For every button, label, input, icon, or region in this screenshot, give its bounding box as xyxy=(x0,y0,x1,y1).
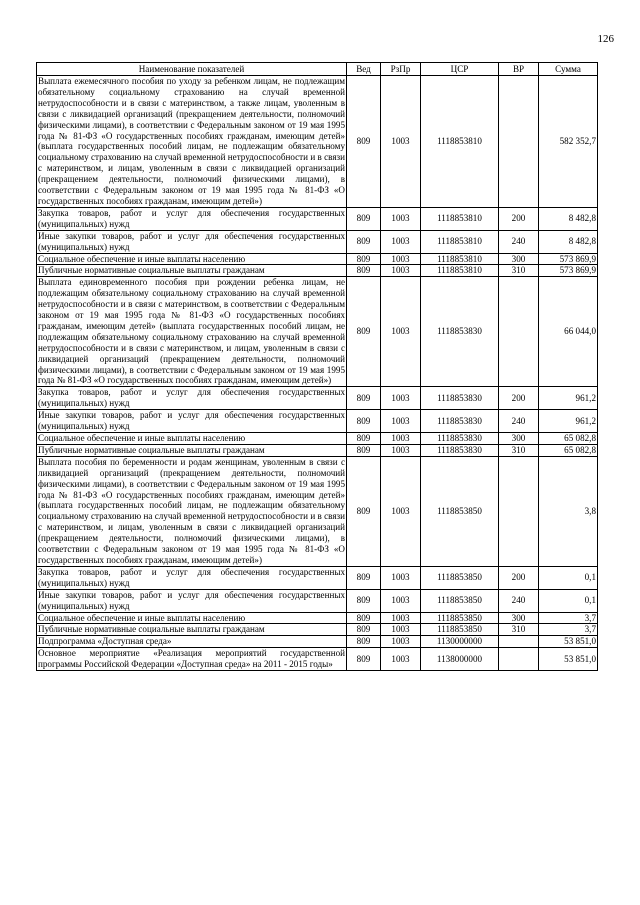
cell-vr: 310 xyxy=(499,265,539,277)
table-row xyxy=(37,265,598,277)
cell-csr: 1118853810 xyxy=(421,253,499,265)
table-row xyxy=(37,277,598,387)
table-row xyxy=(37,207,598,230)
table-row xyxy=(37,76,598,208)
cell-vr: 310 xyxy=(499,444,539,456)
cell-name: Социальное обеспечение и иные выплаты населению xyxy=(37,433,347,445)
cell-rzpr: 1003 xyxy=(381,76,421,208)
cell-vr: 240 xyxy=(499,589,539,612)
cell-rzpr: 1003 xyxy=(381,265,421,277)
column-header-csr: ЦСР xyxy=(421,63,499,76)
table-row xyxy=(37,624,598,636)
cell-csr: 1118853850 xyxy=(421,566,499,589)
cell-sum: 8 482,8 xyxy=(539,230,598,253)
cell-sum: 53 851,0 xyxy=(539,648,598,671)
cell-name: Выплата ежемесячного пособия по уходу за ребенком лицам, не подлежащим обязательному социальному страхованию на случай временной нетрудоспособности и в связи с материнством, а также лицам, уволенным в связи с ликвидацией организаций (прекращением деятельности, полномочий физическими лицами), в соответствии с Федеральным законом от 19 мая 1995 года № 81-ФЗ «О государственных пособиях гражданам, имеющим детей» (выплата государственных пособий лицам, не подлежащим обязательному социальному страхованию на случай временной нетрудоспособности и в связи с материнством, и лицам, уволенным в связи с ликвидацией организаций (прекращением деятельности, полномочий физическими лицами), в соответствии с Федеральным законом от 19 мая 1995 года № 81-ФЗ «О государственных пособиях гражданам, имеющим детей») xyxy=(38,76,345,206)
cell-csr: 1118853810 xyxy=(421,265,499,277)
table-row xyxy=(37,566,598,589)
cell-rzpr: 1003 xyxy=(381,636,421,648)
cell-sum: 961,2 xyxy=(539,410,598,433)
column-header-ved: Вед xyxy=(347,63,381,76)
cell-ved: 809 xyxy=(347,207,381,230)
cell-rzpr: 1003 xyxy=(381,624,421,636)
cell-csr: 1118853810 xyxy=(421,76,499,208)
cell-ved: 809 xyxy=(347,433,381,445)
cell-name: Публичные нормативные социальные выплаты гражданам xyxy=(37,265,347,277)
cell-vr xyxy=(499,456,539,566)
table-row xyxy=(37,456,598,566)
cell-rzpr: 1003 xyxy=(381,589,421,612)
table-row xyxy=(37,444,598,456)
cell-vr: 200 xyxy=(499,566,539,589)
cell-rzpr: 1003 xyxy=(381,566,421,589)
cell-vr: 300 xyxy=(499,253,539,265)
cell-vr: 240 xyxy=(499,410,539,433)
cell-sum: 961,2 xyxy=(539,387,598,410)
cell-ved: 809 xyxy=(347,456,381,566)
cell-name: Закупка товаров, работ и услуг для обеспечения государственных (муниципальных) нужд xyxy=(38,387,345,409)
cell-ved: 809 xyxy=(347,253,381,265)
cell-vr: 300 xyxy=(499,433,539,445)
cell-csr: 1118853830 xyxy=(421,433,499,445)
cell-csr: 1118853850 xyxy=(421,589,499,612)
cell-name: Иные закупки товаров, работ и услуг для обеспечения государственных (муниципальных) нужд xyxy=(38,589,345,611)
cell-sum: 573 869,9 xyxy=(539,253,598,265)
cell-name: Публичные нормативные социальные выплаты гражданам xyxy=(37,444,347,456)
cell-rzpr: 1003 xyxy=(381,387,421,410)
cell-sum: 65 082,8 xyxy=(539,433,598,445)
cell-csr: 1118853850 xyxy=(421,456,499,566)
cell-name: Иные закупки товаров, работ и услуг для обеспечения государственных (муниципальных) нужд xyxy=(38,230,345,252)
budget-table xyxy=(36,62,598,671)
cell-name: Основное мероприятие «Реализация мероприятий государственной программы Российской Федерации «Доступная среда» на 2011 - 2015 годы» xyxy=(38,648,345,670)
table-row xyxy=(37,636,598,648)
cell-sum: 582 352,7 xyxy=(539,76,598,208)
cell-ved: 809 xyxy=(347,265,381,277)
cell-rzpr: 1003 xyxy=(381,648,421,671)
cell-vr: 200 xyxy=(499,387,539,410)
table-row xyxy=(37,612,598,624)
cell-csr: 1130000000 xyxy=(421,636,499,648)
cell-csr: 1118853810 xyxy=(421,230,499,253)
cell-vr xyxy=(499,277,539,387)
cell-ved: 809 xyxy=(347,648,381,671)
cell-csr: 1118853830 xyxy=(421,277,499,387)
cell-csr: 1118853830 xyxy=(421,387,499,410)
cell-sum: 53 851,0 xyxy=(539,636,598,648)
column-header-vr: ВР xyxy=(499,63,539,76)
cell-name: Иные закупки товаров, работ и услуг для обеспечения государственных (муниципальных) нужд xyxy=(38,410,345,432)
cell-name: Закупка товаров, работ и услуг для обеспечения государственных (муниципальных) нужд xyxy=(38,207,345,229)
cell-ved: 809 xyxy=(347,387,381,410)
cell-name: Социальное обеспечение и иные выплаты населению xyxy=(37,612,347,624)
cell-sum: 66 044,0 xyxy=(539,277,598,387)
cell-name: Выплата пособия по беременности и родам женщинам, уволенным в связи с ликвидацией организаций (прекращением деятельности, полномочий физическими лицами), в соответствии с Федеральным законом от 19 мая 1995 года № 81-ФЗ «О государственных пособиях гражданам, имеющим детей» (выплата государственных пособий лицам, не подлежащим обязательному социальному страхованию на случай временной нетрудоспособности и в связи с материнством, и лицам, уволенным в связи с ликвидацией организаций (прекращением деятельности, полномочий физическими лицами), в соответствии с Федеральным законом от 19 мая 1995 года № 81-ФЗ «О государственных пособиях гражданам, имеющим детей») xyxy=(38,456,345,565)
cell-rzpr: 1003 xyxy=(381,253,421,265)
cell-csr: 1118853830 xyxy=(421,444,499,456)
table-row xyxy=(37,648,598,671)
cell-csr: 1118853810 xyxy=(421,207,499,230)
table-row xyxy=(37,589,598,612)
cell-name: Социальное обеспечение и иные выплаты населению xyxy=(37,253,347,265)
cell-csr: 1118853850 xyxy=(421,612,499,624)
cell-ved: 809 xyxy=(347,76,381,208)
cell-rzpr: 1003 xyxy=(381,444,421,456)
cell-sum: 3,8 xyxy=(539,456,598,566)
cell-vr xyxy=(499,636,539,648)
cell-sum: 8 482,8 xyxy=(539,207,598,230)
table-row xyxy=(37,433,598,445)
cell-sum: 0,1 xyxy=(539,589,598,612)
cell-csr: 1118853850 xyxy=(421,624,499,636)
cell-name: Публичные нормативные социальные выплаты гражданам xyxy=(37,624,347,636)
cell-vr xyxy=(499,76,539,208)
cell-rzpr: 1003 xyxy=(381,433,421,445)
column-header-sum: Сумма xyxy=(539,63,598,76)
cell-rzpr: 1003 xyxy=(381,410,421,433)
cell-vr: 310 xyxy=(499,624,539,636)
table-row xyxy=(37,230,598,253)
cell-sum: 0,1 xyxy=(539,566,598,589)
cell-vr: 300 xyxy=(499,612,539,624)
cell-sum: 3,7 xyxy=(539,612,598,624)
cell-ved: 809 xyxy=(347,636,381,648)
cell-ved: 809 xyxy=(347,230,381,253)
cell-sum: 65 082,8 xyxy=(539,444,598,456)
column-header-rzpr: РзПр xyxy=(381,63,421,76)
table-row xyxy=(37,387,598,410)
cell-ved: 809 xyxy=(347,566,381,589)
cell-ved: 809 xyxy=(347,624,381,636)
cell-vr: 200 xyxy=(499,207,539,230)
cell-rzpr: 1003 xyxy=(381,456,421,566)
cell-name: Закупка товаров, работ и услуг для обеспечения государственных (муниципальных) нужд xyxy=(38,566,345,588)
column-header-name: Наименование показателей xyxy=(37,63,347,76)
cell-rzpr: 1003 xyxy=(381,612,421,624)
cell-rzpr: 1003 xyxy=(381,207,421,230)
page-number: 126 xyxy=(597,33,614,45)
cell-sum: 573 869,9 xyxy=(539,265,598,277)
cell-ved: 809 xyxy=(347,444,381,456)
table-row xyxy=(37,253,598,265)
cell-vr: 240 xyxy=(499,230,539,253)
cell-ved: 809 xyxy=(347,612,381,624)
cell-name: Выплата единовременного пособия при рождении ребенка лицам, не подлежащим обязательному социальному страхованию на случай временной нетрудоспособности и в связи с материнством, в соответствии с Федеральным законом от 19 мая 1995 года № 81-ФЗ «О государственных пособиях гражданам, имеющим детей» (выплата государственных пособий лицам, не подлежащим обязательному социальному страхованию на случай временной нетрудоспособности и в связи с материнством, и лицам, уволенным в связи с ликвидацией организаций (прекращением деятельности, полномочий физическими лицами), в соответствии с Федеральным законом от 19 мая 1995 года № 81-ФЗ «О государственных пособиях гражданам, имеющим детей») xyxy=(38,277,345,386)
cell-ved: 809 xyxy=(347,410,381,433)
cell-sum: 3,7 xyxy=(539,624,598,636)
cell-vr xyxy=(499,648,539,671)
cell-ved: 809 xyxy=(347,589,381,612)
table-row xyxy=(37,410,598,433)
cell-csr: 1138000000 xyxy=(421,648,499,671)
cell-rzpr: 1003 xyxy=(381,230,421,253)
cell-rzpr: 1003 xyxy=(381,277,421,387)
table-header-row xyxy=(37,63,598,76)
table-body xyxy=(37,76,598,671)
cell-name: Подпрограмма «Доступная среда» xyxy=(37,636,347,648)
cell-ved: 809 xyxy=(347,277,381,387)
cell-csr: 1118853830 xyxy=(421,410,499,433)
